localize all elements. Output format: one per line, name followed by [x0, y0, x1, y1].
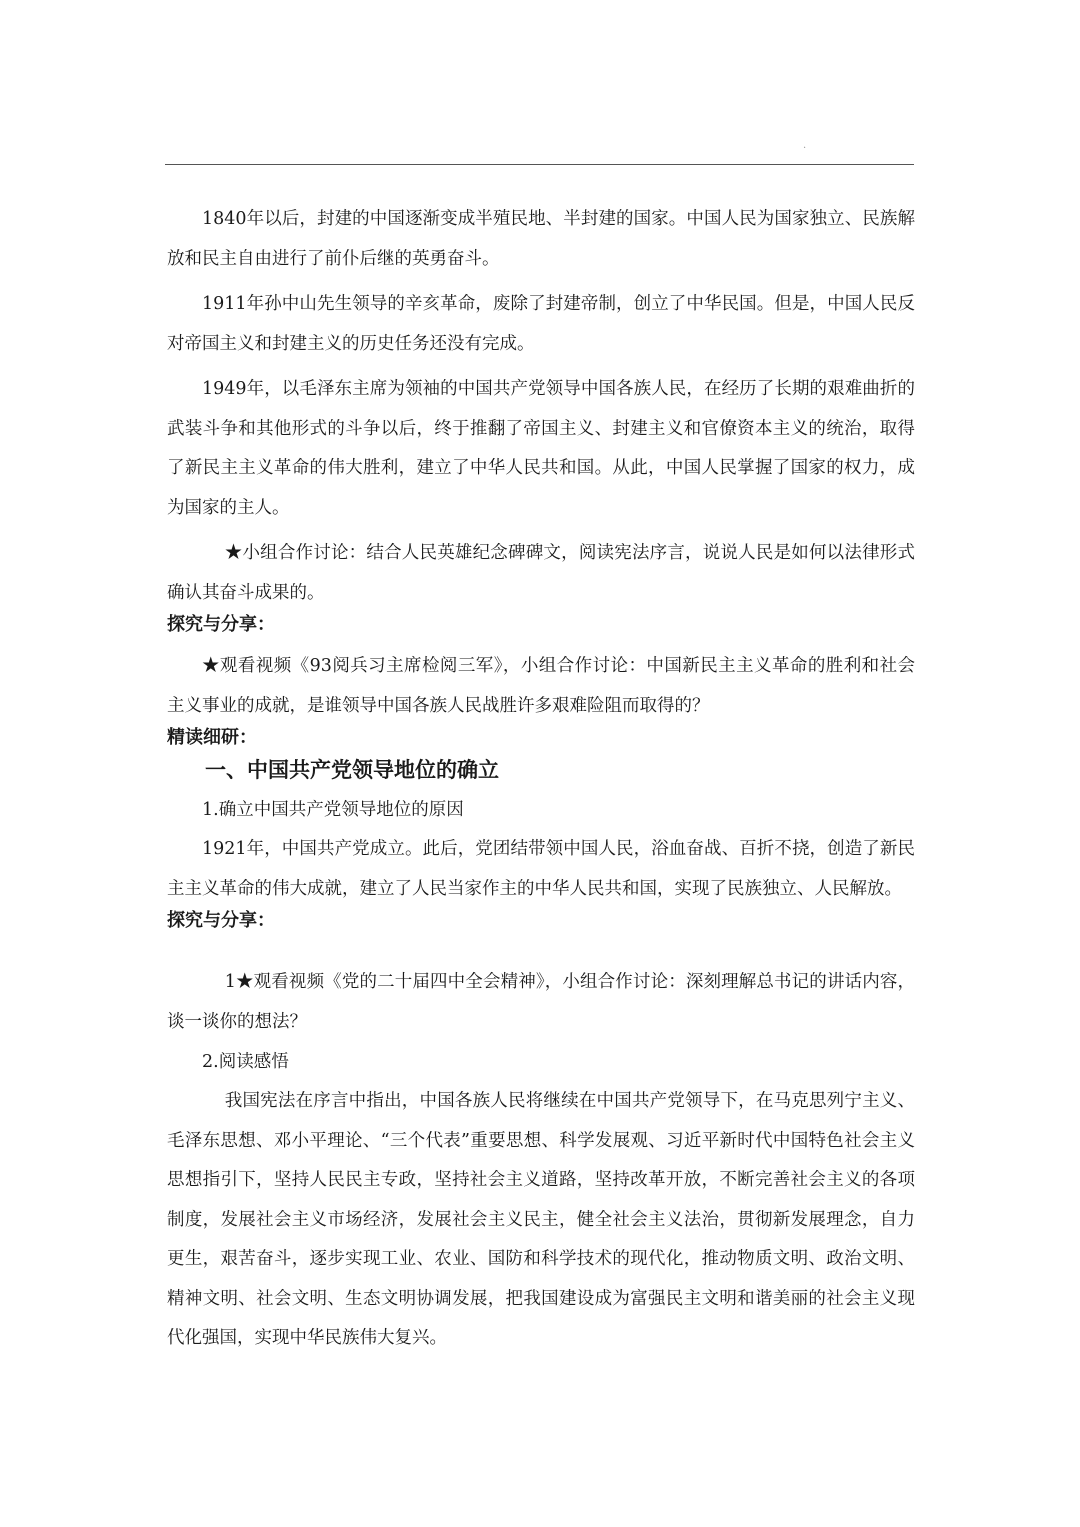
paragraph-1921: 1921年，中国共产党成立。此后，党团结带领中国人民，浴血奋战、百折不挠，创造了新民主主义革命的伟大成就，建立了人民当家作主的中华人民共和国，实现了民族独立、人民解放。 — [167, 839, 915, 899]
document-body — [167, 195, 915, 1359]
subheading-reading: 2.阅读感悟 — [202, 1052, 289, 1072]
close-reading-heading: 精读细研： — [167, 727, 257, 748]
explore-share-heading-2: 探究与分享： — [167, 910, 275, 931]
paragraph-1949: 1949年，以毛泽东主席为领袖的中国共产党领导中国各族人民，在经历了长期的艰难曲折的武装斗争和其他形式的斗争以后，终于推翻了帝国主义、封建主义和官僚资本主义的统治，取得了新民主主义革命的伟大胜利，建立了中华人民共和国。从此，中国人民掌握了国家的权力，成为国家的主人。 — [167, 379, 915, 518]
video-discussion-paragraph-2: 1★观看视频《党的二十届四中全会精神》，小组合作讨论：深刻理解总书记的讲话内容，谈一谈你的想法？ — [167, 972, 915, 1032]
header-mark: . — [803, 140, 807, 151]
subheading-reasons: 1.确立中国共产党领导地位的原因 — [202, 800, 464, 820]
section-main-heading: 一、中国共产党领导地位的确立 — [205, 758, 499, 782]
video-discussion-paragraph-1: ★观看视频《93阅兵习主席检阅三军》，小组合作讨论：中国新民主主义革命的胜利和社会主义事业的成就，是谁领导中国各族人民战胜许多艰难险阻而取得的？ — [167, 656, 915, 716]
paragraph-1840: 1840年以后，封建的中国逐渐变成半殖民地、半封建的国家。中国人民为国家独立、民族解放和民主自由进行了前仆后继的英勇奋斗。 — [167, 209, 915, 269]
header-divider — [165, 164, 914, 165]
paragraph-1911: 1911年孙中山先生领导的辛亥革命，废除了封建帝制，创立了中华民国。但是，中国人民反对帝国主义和封建主义的历史任务还没有完成。 — [167, 294, 915, 354]
explore-share-heading-1: 探究与分享： — [167, 614, 275, 635]
group-discussion-paragraph: ★小组合作讨论：结合人民英雄纪念碑碑文，阅读宪法序言，说说人民是如何以法律形式确认其奋斗成果的。 — [167, 543, 915, 603]
constitution-preamble-paragraph: 我国宪法在序言中指出，中国各族人民将继续在中国共产党领导下，在马克思列宁主义、毛泽东思想、邓小平理论、“三个代表”重要思想、科学发展观、习近平新时代中国特色社会主义思想指引下，坚持人民民主专政，坚持社会主义道路，坚持改革开放，不断完善社会主义的各项制度，发展社会主义市场经济，发展社会主义民主，健全社会主义法治，贯彻新发展理念，自力更生，艰苦奋斗，逐步实现工业、农业、国防和科学技术的现代化，推动物质文明、政治文明、精神文明、社会文明、生态文明协调发展，把我国建设成为富强民主文明和谐美丽的社会主义现代化强国，实现中华民族伟大复兴。 — [167, 1091, 915, 1348]
